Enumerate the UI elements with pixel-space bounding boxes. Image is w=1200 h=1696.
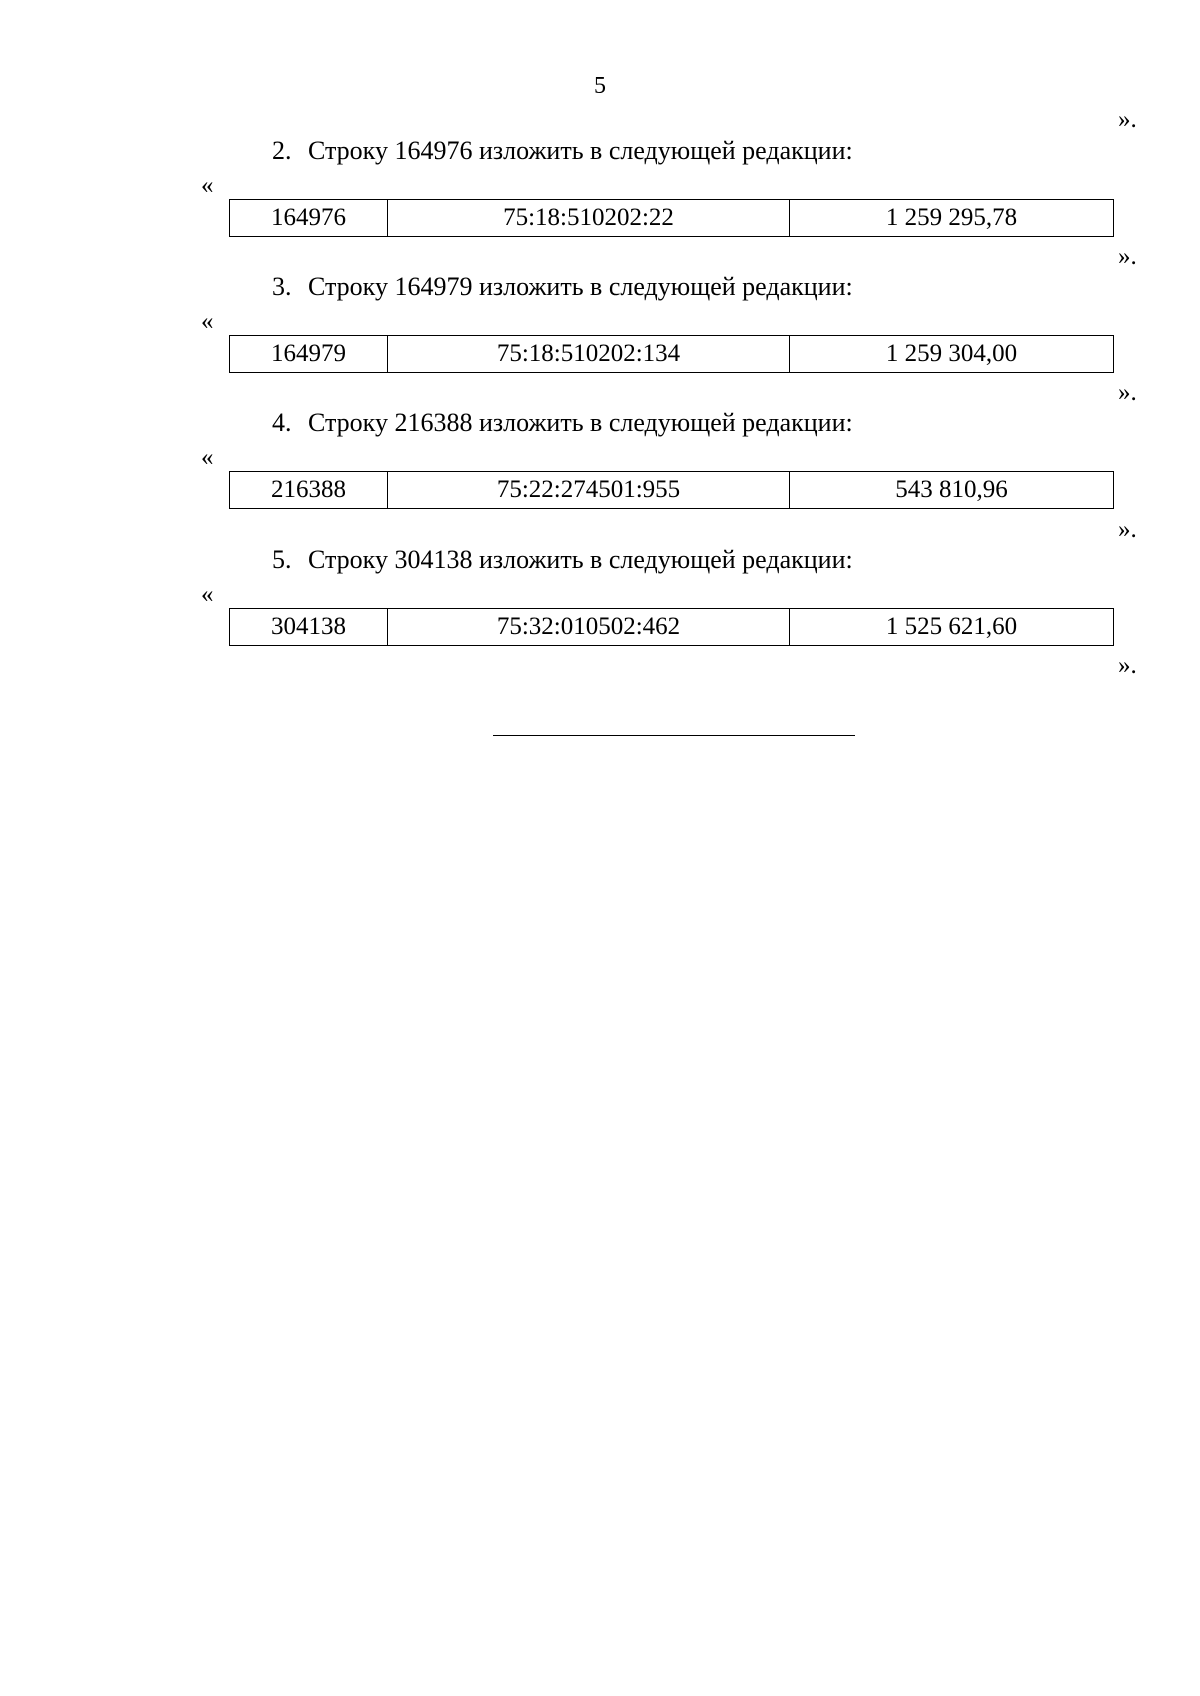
amendment-item	[272, 408, 853, 438]
value-cell: 543 810,96	[790, 472, 1114, 509]
cadastral-number-cell: 75:18:510202:22	[388, 200, 790, 237]
replacement-row-table	[229, 199, 1114, 237]
amendment-item	[272, 272, 853, 302]
closing-quote: ».	[1118, 106, 1137, 133]
cadastral-number-cell: 75:22:274501:955	[388, 472, 790, 509]
opening-quote: «	[201, 308, 214, 335]
replacement-row-table	[229, 471, 1114, 509]
opening-quote: «	[201, 172, 214, 199]
item-text: Строку 164979 изложить в следующей редакции:	[308, 272, 853, 301]
row-number-cell: 164979	[230, 336, 388, 373]
amendment-item	[272, 136, 853, 166]
row-number-cell: 164976	[230, 200, 388, 237]
replacement-row-table	[229, 608, 1114, 646]
item-number: 4.	[272, 408, 292, 437]
replacement-row-table	[229, 335, 1114, 373]
closing-quote: ».	[1118, 379, 1137, 406]
value-cell: 1 259 304,00	[790, 336, 1114, 373]
item-text: Строку 164976 изложить в следующей редакции:	[308, 136, 853, 165]
opening-quote: «	[201, 581, 214, 608]
item-number: 5.	[272, 545, 292, 574]
item-number: 2.	[272, 136, 292, 165]
value-cell: 1 525 621,60	[790, 609, 1114, 646]
table-row	[230, 472, 1114, 509]
table-row	[230, 336, 1114, 373]
row-number-cell: 304138	[230, 609, 388, 646]
page-number: 5	[594, 73, 606, 99]
table-row	[230, 200, 1114, 237]
closing-quote: ».	[1118, 243, 1137, 270]
end-of-document-rule	[493, 735, 855, 736]
closing-quote: ».	[1118, 652, 1137, 679]
amendment-item	[272, 545, 853, 575]
opening-quote: «	[201, 444, 214, 471]
item-number: 3.	[272, 272, 292, 301]
cadastral-number-cell: 75:18:510202:134	[388, 336, 790, 373]
row-number-cell: 216388	[230, 472, 388, 509]
closing-quote: ».	[1118, 516, 1137, 543]
item-text: Строку 304138 изложить в следующей редакции:	[308, 545, 853, 574]
cadastral-number-cell: 75:32:010502:462	[388, 609, 790, 646]
table-row	[230, 609, 1114, 646]
value-cell: 1 259 295,78	[790, 200, 1114, 237]
item-text: Строку 216388 изложить в следующей редакции:	[308, 408, 853, 437]
